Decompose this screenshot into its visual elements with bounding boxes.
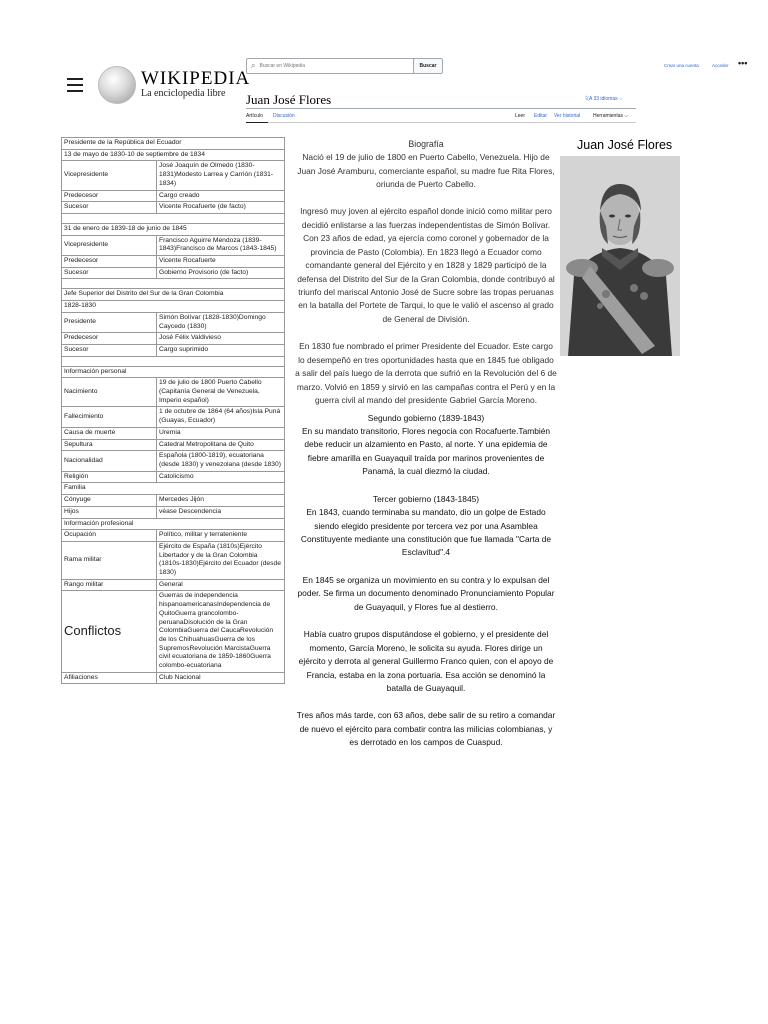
create-account-link[interactable]: Crear una cuenta <box>664 63 699 68</box>
infobox-value[interactable]: Político, militar y terrateniente <box>157 530 285 542</box>
infobox-row <box>62 483 285 495</box>
infobox-value[interactable]: Mercedes Jijón <box>157 495 285 507</box>
infobox-section-cell: Información personal <box>62 366 285 378</box>
infobox-row <box>62 378 285 407</box>
infobox-section-cell: 1828-1830 <box>62 301 285 313</box>
tab-history[interactable]: Ver historial <box>554 113 581 119</box>
infobox-section-cell <box>62 279 285 289</box>
search-button[interactable]: Buscar <box>413 58 443 74</box>
infobox-label: Nacimiento <box>62 378 157 407</box>
infobox-row <box>62 366 285 378</box>
infobox-row <box>62 495 285 507</box>
infobox-row <box>62 190 285 202</box>
infobox-label: Ocupación <box>62 530 157 542</box>
chevron-down-icon: ⌵ <box>619 96 623 102</box>
infobox-row <box>62 672 285 684</box>
infobox-row <box>62 235 285 255</box>
paragraph-8: Tres años más tarde, con 63 años, debe salir de su retiro a comandar de nuevo el ejército para combatir contra las milicias colombianas, y es derrotado en los campos de Cuaspud. <box>296 710 556 748</box>
portrait-drawing <box>560 156 680 356</box>
infobox-row <box>62 149 285 161</box>
infobox-label: Predecesor <box>62 256 157 268</box>
infobox-value[interactable]: Española (1800-1819), ecuatoriana (desde 1830) y venezolana (desde 1830) <box>157 451 285 471</box>
section-heading-segundo-gobierno: Segundo gobierno (1839-1843) <box>367 412 485 423</box>
portrait-title: Juan José Flores <box>577 138 673 152</box>
paragraph-5: En 1843, cuando terminaba su mandato, dio un golpe de Estado siendo elegido presidente por tercera vez por una Asamblea Constituyente mediante una constitución que fue llamada "Carta de Esclavitud".4 <box>300 507 552 558</box>
wikipedia-wordmark[interactable]: WIKIPEDIA <box>141 68 251 89</box>
title-divider <box>246 108 636 109</box>
tab-read[interactable]: Leer <box>515 113 526 119</box>
infobox-section-cell: Familia <box>62 483 285 495</box>
infobox-section-cell <box>62 213 285 223</box>
infobox-row <box>62 267 285 279</box>
infobox-value[interactable]: véase Descendencia <box>157 506 285 518</box>
infobox-row <box>62 301 285 313</box>
tabs-divider <box>246 122 636 123</box>
infobox-value[interactable]: General <box>157 579 285 591</box>
infobox-section-cell <box>62 356 285 366</box>
infobox-label: Conflictos <box>62 591 157 672</box>
infobox-value[interactable]: Ejército de España (1810s)Ejército Libertador y de la Gran Colombia (1810s-1830)Ejército del Ecuador (desde 1830) <box>157 541 285 579</box>
infobox-label: Causa de muerte <box>62 427 157 439</box>
translate-icon: 文A <box>584 96 593 102</box>
infobox-row <box>62 591 285 672</box>
infobox-value[interactable]: José Joaquín de Olmedo (1830-1831)Modesto Larrea y Carrión (1831-1834) <box>157 161 285 190</box>
tab-discussion[interactable]: Discusión <box>273 113 295 119</box>
infobox <box>61 137 285 684</box>
infobox-section-cell: Jefe Superior del Distrito del Sur de la Gran Colombia <box>62 289 285 301</box>
login-link[interactable]: Acceder <box>712 63 729 68</box>
infobox-label: Predecesor <box>62 190 157 202</box>
infobox-row <box>62 541 285 579</box>
infobox-row <box>62 312 285 332</box>
infobox-value[interactable]: Guerras de independencia hispanoamericanasIndependencia de QuitoGuerra grancolombo-peruanaDisolución de la Gran ColombiaGuerra del CaucaRevolución de los ChihuahuasGuerra de los SupremosRevolución MarcistaGuerra civil ecuatoriana de 1859-1860Guerra colombo-ecuatoriana <box>157 591 285 672</box>
infobox-row <box>62 289 285 301</box>
chevron-down-icon: ⌵ <box>624 113 629 119</box>
infobox-value[interactable]: Simón Bolívar (1828-1830)Domingo Caycedo (1830) <box>157 312 285 332</box>
tab-edit[interactable]: Editar <box>534 113 548 119</box>
infobox-value[interactable]: José Félix Valdivieso <box>157 333 285 345</box>
paragraph-4: En su mandato transitorio, Flores negocia con Rocafuerte.También debe reducir un alzamiento en Pasto, al norte. Y una epidemia de fiebre amarilla en Guayaquil traída por marinos provenientes de Panamá, la cual diezmó la ciudad. <box>301 425 551 477</box>
infobox-row <box>62 333 285 345</box>
tab-article[interactable]: Artículo <box>246 113 263 119</box>
infobox-row <box>62 279 285 289</box>
infobox-label: Sucesor <box>62 344 157 356</box>
infobox-row <box>62 256 285 268</box>
infobox-label: Presidente <box>62 312 157 332</box>
infobox-value[interactable]: Cargo suprimido <box>157 344 285 356</box>
infobox-label: Rango militar <box>62 579 157 591</box>
infobox-value[interactable]: Vicente Rocafuerte <box>157 256 285 268</box>
section-heading-tercer-gobierno: Tercer gobierno (1843-1845) <box>372 493 480 504</box>
language-button[interactable]: 文A 33 idiomas ⌵ <box>584 96 623 102</box>
section-heading-biografia: Biografía <box>408 139 444 149</box>
page-title: Juan José Flores <box>246 92 332 107</box>
infobox-value[interactable]: Francisco Aguirre Mendoza (1839-1843)Francisco de Marcos (1843-1845) <box>157 235 285 255</box>
infobox-label: Sucesor <box>62 202 157 214</box>
infobox-value[interactable]: Cargo creado <box>157 190 285 202</box>
infobox-value[interactable]: Catolicismo <box>157 471 285 483</box>
infobox-label: Hijos <box>62 506 157 518</box>
infobox-value[interactable]: Vicente Rocafuerte (de facto) <box>157 202 285 214</box>
infobox-section-cell: Información profesional <box>62 518 285 530</box>
infobox-row <box>62 439 285 451</box>
infobox-value[interactable]: 19 de julio de 1800 Puerto Cabello (Capitanía General de Venezuela, Imperio español) <box>157 378 285 407</box>
more-options-icon[interactable]: ••• <box>738 58 748 68</box>
infobox-label: Nacionalidad <box>62 451 157 471</box>
infobox-label: Vicepresidente <box>62 235 157 255</box>
infobox-row <box>62 213 285 223</box>
infobox-row <box>62 138 285 150</box>
paragraph-3: En 1830 fue nombrado el primer Presidente del Ecuador. Este cargo lo desempeñó en tres oportunidades hasta que en 1845 fue obligado a salir del país luego de la derrota que sufrió en la Revolución del 6 de marzo. Volvió en 1859 y sirvió en las campañas contra el Perú y en la guerra civil al mando del presidente Gabriel García Moreno. <box>295 341 557 406</box>
infobox-section-cell: 13 de mayo de 1830-10 de septiembre de 1834 <box>62 149 285 161</box>
paragraph-7: Había cuatro grupos disputándose el gobierno, y el presidente del momento, García Moreno, le solicita su ayuda. Flores dirige un ejército y derrota al general Guillermo Franco quien, con el apoyo de Francia, estaba en la zona portuaria. Esa acción se denominó la batalla de Guayaquil. <box>298 629 554 693</box>
infobox-label: Vicepresidente <box>62 161 157 190</box>
infobox-row <box>62 427 285 439</box>
infobox-row <box>62 202 285 214</box>
wikipedia-tagline: La enciclopedia libre <box>141 88 226 99</box>
infobox-section-cell: Presidente de la República del Ecuador <box>62 138 285 150</box>
portrait-image[interactable] <box>560 156 680 356</box>
infobox-row <box>62 223 285 235</box>
active-tab-indicator <box>246 122 268 123</box>
infobox-label: Cónyuge <box>62 495 157 507</box>
infobox-section-cell: 31 de enero de 1839-18 de junio de 1845 <box>62 223 285 235</box>
tools-menu[interactable]: Herramientas ⌵ <box>593 113 629 119</box>
paragraph-2: Ingresó muy joven al ejército español donde inició como militar pero decidió enlistarse a las fuerzas independentistas de Simón Bolívar. Con 23 años de edad, ya ejercía como coronel y gobernador de la provincia de Pasto (Colombia). En 1823 llegó a Ecuador como comandante general del Ejército y en 1828 y 1829 participó de la defensa del Distrito del Sur de la Gran Colombia, donde contribuyó al triunfo del mariscal Antonio José de Sucre sobre las tropas peruanas en la batalla del Portete de Tarqui, lo que le valió el ascenso al grado de General de División. <box>297 206 555 324</box>
infobox-value[interactable]: Gobierno Provisorio (de facto) <box>157 267 285 279</box>
infobox-row <box>62 407 285 427</box>
infobox-value[interactable]: Uremia <box>157 427 285 439</box>
infobox-value[interactable]: Catedral Metropolitana de Quito <box>157 439 285 451</box>
infobox-row <box>62 356 285 366</box>
search-placeholder: Buscar en Wikipedia <box>259 63 306 69</box>
infobox-row <box>62 344 285 356</box>
infobox-row <box>62 471 285 483</box>
infobox-label: Rama militar <box>62 541 157 579</box>
infobox-label: Sucesor <box>62 267 157 279</box>
infobox-label: Sepultura <box>62 439 157 451</box>
infobox-row <box>62 506 285 518</box>
infobox-row <box>62 530 285 542</box>
infobox-row <box>62 579 285 591</box>
infobox-label: Religión <box>62 471 157 483</box>
infobox-row <box>62 518 285 530</box>
infobox-row <box>62 161 285 190</box>
wikipedia-globe-logo[interactable] <box>98 66 136 104</box>
infobox-value[interactable]: 1 de octubre de 1864 (64 años)Isla Puná (Guayas, Ecuador) <box>157 407 285 427</box>
paragraph-6: En 1845 se organiza un movimiento en su contra y lo expulsan del poder. Se firma un documento denominado Pronunciamiento Popular de Guayaquil, y Flores fue al destierro. <box>297 574 555 612</box>
article-body <box>295 137 557 750</box>
search-icon: ⌕ <box>251 61 256 70</box>
infobox-value[interactable]: Club Nacional <box>157 672 285 684</box>
infobox-label: Afiliaciones <box>62 672 157 684</box>
paragraph-1: Nació el 19 de julio de 1800 en Puerto Cabello, Venezuela. Hijo de Juan José Aramburu, comerciante español, su madre fue Rita Flores, oriunda de Puerto Cabello. <box>297 152 555 189</box>
infobox-label: Fallecimiento <box>62 407 157 427</box>
menu-icon[interactable] <box>67 78 83 92</box>
infobox-label: Predecesor <box>62 333 157 345</box>
infobox-row <box>62 451 285 471</box>
search-input[interactable] <box>246 58 417 74</box>
